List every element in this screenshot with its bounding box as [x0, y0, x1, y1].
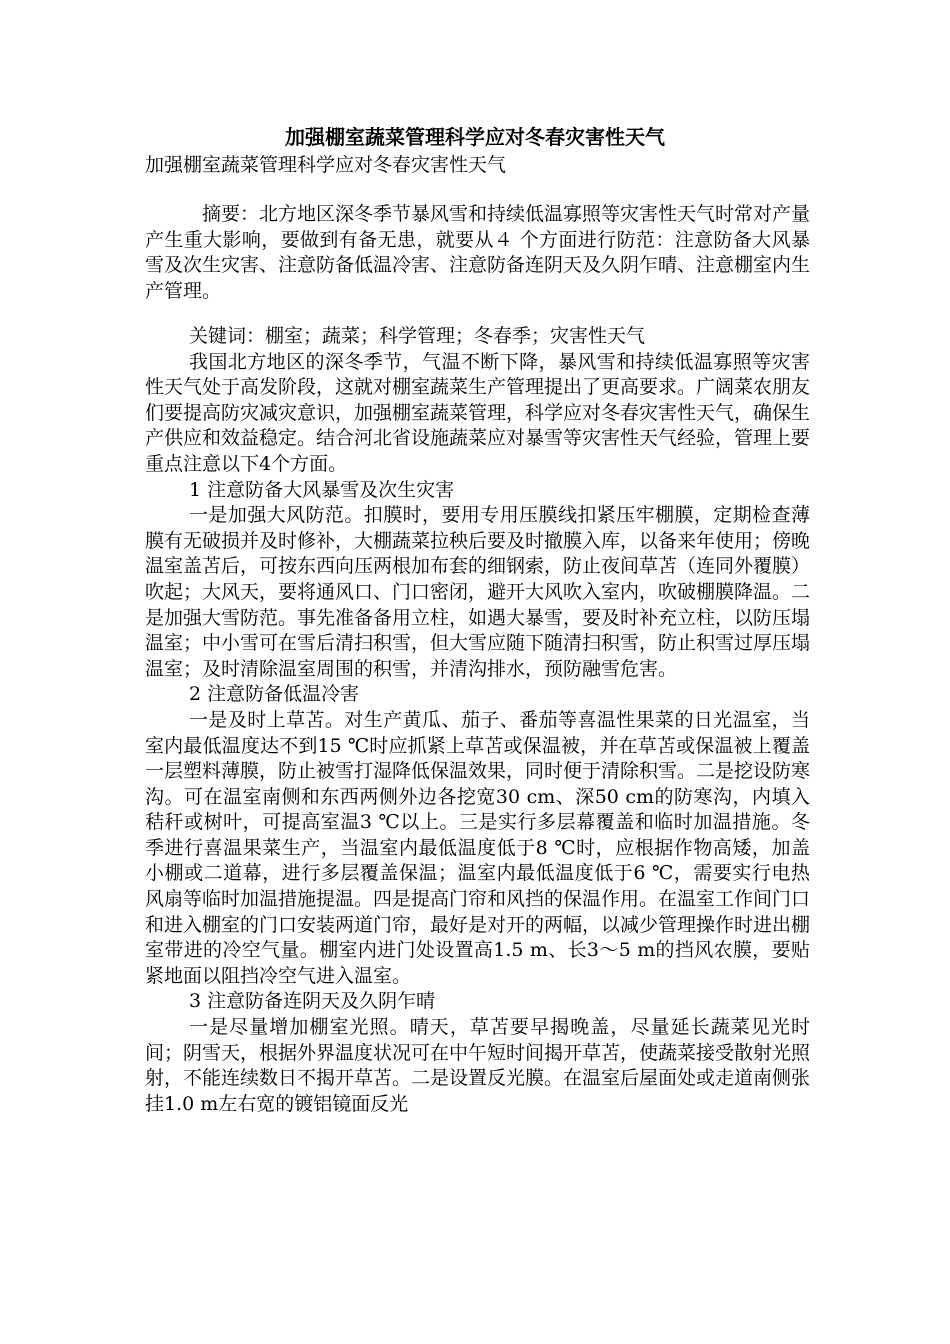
document-title: 加强棚室蔬菜管理科学应对冬春灾害性天气	[285, 125, 665, 149]
section-heading-2: 2 注意防备低温冷害	[189, 683, 360, 706]
keywords-line: 关键词：棚室；蔬菜；科学管理；冬春季；灾害性天气	[189, 325, 646, 347]
document-body	[145, 324, 810, 1117]
abstract-paragraph: 摘要：北方地区深冬季节暴风雪和持续低温寡照等灾害性天气时常对产量产生重大影响，要做到有备无患，就要从４ 个方面进行防范：注意防备大风暴雪及次生灾害、注意防备低温冷害、注意防备连阴天及久阴乍晴、注意棚室内生产管理。	[145, 203, 811, 302]
section-heading-1: 1 注意防备大风暴雪及次生灾害	[189, 478, 455, 501]
section-heading-3: 3 注意防备连阴天及久阴乍晴	[189, 990, 436, 1013]
document-subtitle: 加强棚室蔬菜管理科学应对冬春灾害性天气	[145, 154, 507, 176]
intro-paragraph: 我国北方地区的深冬季节，气温不断下降，暴风雪和持续低温寡照等灾害性天气处于高发阶段，这就对棚室蔬菜生产管理提出了更高要求。广阔菜农朋友们要提高防灾减灾意识，加强棚室蔬菜管理，科学应对冬春灾害性天气，确保生产供应和效益稳定。结合河北省设施蔬菜应对暴雪等灾害性天气经验，管理上要重点注意以下4个方面。	[145, 350, 811, 475]
section-2-paragraph: 一是及时上草苫。对生产黄瓜、茄子、番茄等喜温性果菜的日光温室，当室内最低温度达不到15 ℃时应抓紧上草苫或保温被，并在草苫或保温被上覆盖一层塑料薄膜，防止被雪打湿降低保温效果，同时便于清除积雪。二是挖设防寒沟。可在温室南侧和东西两侧外边各挖宽30 cm、深50 cm的防寒沟，内填入秸秆或树叶，可提高室温3 ℃以上。三是实行多层幕覆盖和临时加温措施。冬季进行喜温果菜生产，当温室内最低温度低于8 ℃时，应根据作物高矮，加盖小棚或二道幕，进行多层覆盖保温；温室内最低温度低于6 ℃，需要实行电热风扇等临时加温措施提温。四是提高门帘和风挡的保温作用。在温室工作间门口和进入棚室的门口安装两道门帘，最好是对开的两幅，以减少管理操作时进出棚室带进的冷空气量。棚室内进门处设置高1.5 m、长3～5 m的挡风农膜，要贴紧地面以阻挡冷空气进入温室。	[145, 708, 811, 987]
section-3-paragraph: 一是尽量增加棚室光照。晴天，草苫要早揭晚盖，尽量延长蔬菜见光时间；阴雪天，根据外界温度状况可在中午短时间揭开草苫，使蔬菜接受散射光照射，不能连续数日不揭开草苫。二是设置反光膜。在温室后屋面处或走道南侧张挂1.0 m左右宽的镀铝镜面反光	[145, 1016, 811, 1115]
section-1-paragraph: 一是加强大风防范。扣膜时，要用专用压膜线扣紧压牢棚膜，定期检查薄膜有无破损并及时修补，大棚蔬菜拉秧后要及时撤膜入库，以备来年使用；傍晚温室盖苫后，可按东西向压两根加布套的细钢索，防止夜间草苫（连同外覆膜）吹起；大风天，要将通风口、门口密闭，避开大风吹入室内，吹破棚膜降温。二是加强大雪防范。事先准备备用立柱，如遇大暴雪，要及时补充立柱，以防压塌温室；中小雪可在雪后清扫积雪，但大雪应随下随清扫积雪，防止积雪过厚压塌温室；及时清除温室周围的积雪，并清沟排水，预防融雪危害。	[145, 504, 811, 680]
